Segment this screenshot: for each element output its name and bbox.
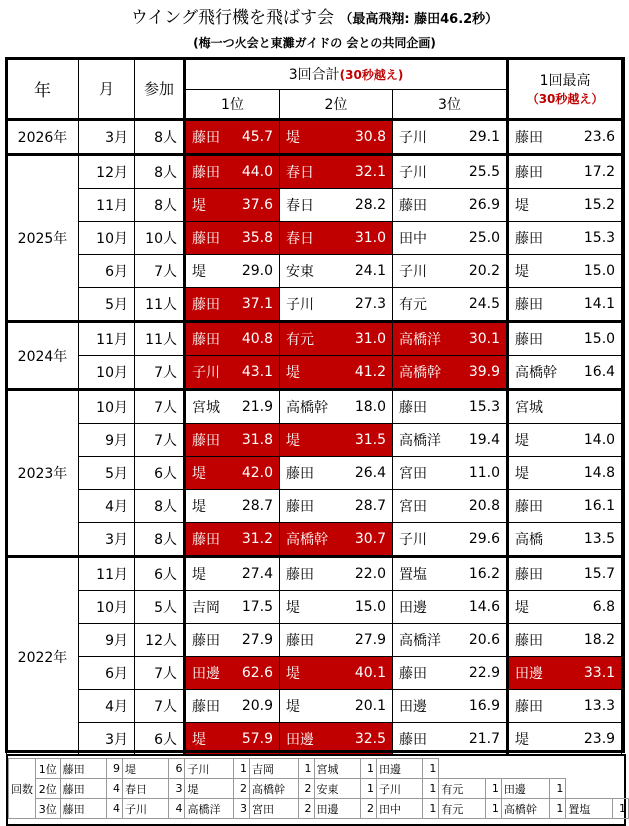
p1-name: 藤田	[185, 120, 235, 155]
best-score: 23.6	[573, 120, 622, 155]
month-cell: 12月	[79, 155, 135, 189]
p2-score: 41.2	[347, 356, 393, 390]
best-name: 藤田	[508, 690, 573, 723]
p2-name: 高橋幹	[280, 390, 347, 424]
p3-score: 14.6	[460, 591, 508, 624]
best-name: 藤田	[508, 557, 573, 591]
p2-score: 28.7	[347, 490, 393, 523]
p2-score: 27.3	[347, 288, 393, 322]
p1-name: 堤	[185, 490, 235, 523]
best-name: 藤田	[508, 624, 573, 657]
best-name: 堤	[508, 723, 573, 756]
p1-name: 藤田	[185, 222, 235, 255]
table-row	[7, 356, 622, 390]
counts-num: 1	[423, 759, 439, 779]
participants-cell: 12人	[135, 624, 185, 657]
best-name: 高橋幹	[508, 356, 573, 390]
title-text: ウイング飛行機を飛ばす会	[130, 8, 334, 28]
counts-num: 1	[233, 759, 249, 779]
table-row	[7, 591, 622, 624]
month-cell: 3月	[79, 523, 135, 557]
p1-score: 29.0	[235, 255, 280, 288]
p3-name: 宮田	[393, 457, 460, 490]
participants-cell: 7人	[135, 657, 185, 690]
p3-name: 子川	[393, 120, 460, 155]
p2-name: 藤田	[280, 457, 347, 490]
best-score: 17.2	[573, 155, 622, 189]
participants-cell: 7人	[135, 390, 185, 424]
title-note: （最高飛翔: 藤田46.2秒）	[339, 12, 499, 27]
counts-name: 宮田	[250, 799, 299, 819]
participants-cell: 11人	[135, 288, 185, 322]
p2-score: 40.1	[347, 657, 393, 690]
table-row	[7, 390, 622, 424]
p1-name: 堤	[185, 557, 235, 591]
counts-name: 春日	[123, 779, 169, 799]
p1-name: 堤	[185, 255, 235, 288]
participants-cell: 8人	[135, 523, 185, 557]
p2-score: 31.0	[347, 222, 393, 255]
month-cell: 10月	[79, 390, 135, 424]
year-cell: 2023年	[7, 390, 79, 557]
p1-name: 子川	[185, 356, 235, 390]
counts-num: 1	[360, 779, 376, 799]
counts-name: 田邊	[501, 779, 550, 799]
best-score: 14.0	[573, 424, 622, 457]
counts-num: 4	[169, 799, 185, 819]
counts-num: 1	[550, 779, 566, 799]
header-year: 年	[7, 59, 79, 120]
counts-row	[9, 779, 629, 799]
p2-score: 24.1	[347, 255, 393, 288]
year-cell: 2025年	[7, 155, 79, 322]
counts-name: 田邊	[376, 759, 422, 779]
counts-name: 有元	[439, 799, 485, 819]
table-row	[7, 523, 622, 557]
p3-score: 25.5	[460, 155, 508, 189]
p1-score: 45.7	[235, 120, 280, 155]
counts-num: 4	[107, 779, 123, 799]
best-name: 田邊	[508, 657, 573, 690]
participants-cell: 8人	[135, 155, 185, 189]
best-score: 33.1	[573, 657, 622, 690]
counts-num: 1	[360, 759, 376, 779]
p2-score: 22.0	[347, 557, 393, 591]
counts-name: 子川	[123, 799, 169, 819]
counts-num: 1	[612, 799, 628, 819]
table-row	[7, 155, 622, 189]
p2-name: 春日	[280, 155, 347, 189]
counts-name: 藤田	[60, 799, 106, 819]
best-score: 15.7	[573, 557, 622, 591]
counts-num: 2	[298, 799, 314, 819]
counts-num: 1	[485, 779, 501, 799]
participants-cell: 10人	[135, 222, 185, 255]
p3-score: 20.6	[460, 624, 508, 657]
p1-name: 藤田	[185, 690, 235, 723]
best-score	[573, 390, 622, 424]
p2-score: 31.5	[347, 424, 393, 457]
p3-score: 26.9	[460, 189, 508, 222]
counts-pos: 1位	[36, 759, 61, 779]
p3-name: 高橋洋	[393, 322, 460, 356]
p2-name: 子川	[280, 288, 347, 322]
table-row	[7, 690, 622, 723]
best-name: 藤田	[508, 288, 573, 322]
month-cell: 6月	[79, 657, 135, 690]
best-score: 23.9	[573, 723, 622, 756]
participants-cell: 8人	[135, 120, 185, 155]
table-row	[7, 424, 622, 457]
best-score: 15.0	[573, 322, 622, 356]
counts-name: 堤	[123, 759, 169, 779]
p3-name: 子川	[393, 155, 460, 189]
p1-score: 21.9	[235, 390, 280, 424]
table-row	[7, 288, 622, 322]
month-cell: 9月	[79, 624, 135, 657]
header-pos1: 1位	[185, 90, 280, 120]
p1-name: 藤田	[185, 322, 235, 356]
p3-name: 子川	[393, 523, 460, 557]
p1-name: 田邊	[185, 657, 235, 690]
p2-score: 32.5	[347, 723, 393, 756]
p3-name: 子川	[393, 255, 460, 288]
p1-score: 37.1	[235, 288, 280, 322]
p3-name: 田中	[393, 222, 460, 255]
best-score: 6.8	[573, 591, 622, 624]
counts-num: 1	[423, 779, 439, 799]
p1-score: 27.4	[235, 557, 280, 591]
p3-score: 30.1	[460, 322, 508, 356]
p3-score: 29.1	[460, 120, 508, 155]
p2-score: 30.7	[347, 523, 393, 557]
best-score: 16.1	[573, 490, 622, 523]
p2-name: 堤	[280, 356, 347, 390]
best-name: 藤田	[508, 222, 573, 255]
p3-name: 藤田	[393, 189, 460, 222]
p3-name: 宮田	[393, 490, 460, 523]
p2-name: 安東	[280, 255, 347, 288]
p3-name: 藤田	[393, 390, 460, 424]
counts-pos: 2位	[36, 779, 61, 799]
month-cell: 4月	[79, 490, 135, 523]
counts-name: 田邊	[314, 799, 360, 819]
p1-score: 43.1	[235, 356, 280, 390]
p2-score: 15.0	[347, 591, 393, 624]
p3-score: 25.0	[460, 222, 508, 255]
p1-name: 堤	[185, 723, 235, 756]
results-body	[7, 120, 622, 756]
p1-name: 藤田	[185, 155, 235, 189]
counts-num: 1	[423, 799, 439, 819]
p3-score: 16.2	[460, 557, 508, 591]
counts-name: 子川	[185, 759, 234, 779]
counts-num: 6	[169, 759, 185, 779]
p3-score: 15.3	[460, 390, 508, 424]
p3-score: 19.4	[460, 424, 508, 457]
header-pos3: 3位	[393, 90, 508, 120]
month-cell: 3月	[79, 723, 135, 756]
participants-cell: 6人	[135, 723, 185, 756]
participants-cell: 6人	[135, 457, 185, 490]
counts-num: 1	[298, 759, 314, 779]
participants-cell: 7人	[135, 356, 185, 390]
best-name: 藤田	[508, 120, 573, 155]
p1-score: 57.9	[235, 723, 280, 756]
p2-name: 藤田	[280, 557, 347, 591]
best-name: 堤	[508, 255, 573, 288]
header-best1	[508, 59, 622, 120]
counts-name: 高橋幹	[250, 779, 299, 799]
p1-score: 44.0	[235, 155, 280, 189]
p1-score: 35.8	[235, 222, 280, 255]
counts-num: 3	[233, 799, 249, 819]
p1-name: 藤田	[185, 624, 235, 657]
p2-score: 32.1	[347, 155, 393, 189]
p2-score: 26.4	[347, 457, 393, 490]
p3-score: 39.9	[460, 356, 508, 390]
month-cell: 9月	[79, 424, 135, 457]
p3-name: 有元	[393, 288, 460, 322]
p2-name: 有元	[280, 322, 347, 356]
p2-name: 堤	[280, 424, 347, 457]
counts-name: 藤田	[60, 779, 106, 799]
best-score: 15.2	[573, 189, 622, 222]
p1-name: 藤田	[185, 424, 235, 457]
best-name: 宮城	[508, 390, 573, 424]
header-total3-label: 3回合計	[288, 67, 340, 83]
p3-name: 藤田	[393, 657, 460, 690]
p2-score: 30.8	[347, 120, 393, 155]
table-row	[7, 624, 622, 657]
participants-cell: 8人	[135, 490, 185, 523]
p3-name: 田邊	[393, 591, 460, 624]
year-cell: 2022年	[7, 557, 79, 756]
best-score: 15.0	[573, 255, 622, 288]
month-cell: 11月	[79, 189, 135, 222]
header-pos2: 2位	[280, 90, 393, 120]
p2-score: 31.0	[347, 322, 393, 356]
counts-num: 1	[485, 799, 501, 819]
best-name: 堤	[508, 189, 573, 222]
p3-name: 置塩	[393, 557, 460, 591]
header-over30: (30秒越え)	[339, 68, 404, 82]
counts-name: 藤田	[60, 759, 106, 779]
p2-score: 27.9	[347, 624, 393, 657]
counts-name: 高橋洋	[185, 799, 234, 819]
month-cell: 4月	[79, 690, 135, 723]
p1-score: 31.8	[235, 424, 280, 457]
p2-name: 田邊	[280, 723, 347, 756]
year-cell: 2026年	[7, 120, 79, 155]
counts-label: 回数	[9, 759, 36, 819]
table-row	[7, 557, 622, 591]
p2-name: 堤	[280, 120, 347, 155]
table-row	[7, 457, 622, 490]
best-score: 16.4	[573, 356, 622, 390]
table-row	[7, 723, 622, 756]
page-subtitle: (梅一つ火会と東灘ガイドの 会との共同企画)	[193, 36, 436, 50]
counts-name: 宮城	[314, 759, 360, 779]
year-cell: 2024年	[7, 322, 79, 390]
best-name: 堤	[508, 424, 573, 457]
best-score: 14.8	[573, 457, 622, 490]
p1-score: 62.6	[235, 657, 280, 690]
header-total3	[185, 59, 508, 90]
p1-score: 28.7	[235, 490, 280, 523]
table-row	[7, 222, 622, 255]
counts-row	[9, 799, 629, 819]
p3-score: 21.7	[460, 723, 508, 756]
best-score: 15.3	[573, 222, 622, 255]
best-name: 藤田	[508, 490, 573, 523]
month-cell: 11月	[79, 322, 135, 356]
p1-score: 17.5	[235, 591, 280, 624]
counts-name: 吉岡	[250, 759, 299, 779]
counts-row	[9, 759, 629, 779]
p3-name: 藤田	[393, 723, 460, 756]
p3-name: 高橋洋	[393, 424, 460, 457]
counts-name: 有元	[439, 779, 485, 799]
participants-cell: 7人	[135, 424, 185, 457]
participants-cell: 11人	[135, 322, 185, 356]
header-participants: 参加	[135, 59, 185, 120]
participants-cell: 8人	[135, 189, 185, 222]
best-score: 14.1	[573, 288, 622, 322]
best-score: 13.5	[573, 523, 622, 557]
month-cell: 5月	[79, 457, 135, 490]
counts-num: 2	[298, 779, 314, 799]
participants-cell: 6人	[135, 557, 185, 591]
table-row	[7, 120, 622, 155]
p3-score: 22.9	[460, 657, 508, 690]
best-name: 堤	[508, 457, 573, 490]
p1-name: 吉岡	[185, 591, 235, 624]
counts-name: 高橋幹	[501, 799, 550, 819]
page-title	[0, 3, 629, 28]
p3-name: 高橋幹	[393, 356, 460, 390]
month-cell: 11月	[79, 557, 135, 591]
participants-cell: 7人	[135, 690, 185, 723]
header-best1-note: （30秒越え）	[526, 92, 604, 106]
counts-name: 置塩	[566, 799, 612, 819]
table-row	[7, 322, 622, 356]
counts-table	[8, 758, 629, 819]
p2-name: 高橋幹	[280, 523, 347, 557]
best-name: 高橋	[508, 523, 573, 557]
table-row	[7, 255, 622, 288]
participants-cell: 7人	[135, 255, 185, 288]
best-name: 藤田	[508, 155, 573, 189]
p2-name: 堤	[280, 690, 347, 723]
month-cell: 6月	[79, 255, 135, 288]
p1-score: 27.9	[235, 624, 280, 657]
p3-score: 11.0	[460, 457, 508, 490]
counts-name: 安東	[314, 779, 360, 799]
p1-name: 藤田	[185, 288, 235, 322]
participants-cell: 5人	[135, 591, 185, 624]
p2-name: 堤	[280, 657, 347, 690]
p2-name: 堤	[280, 591, 347, 624]
counts-num: 3	[169, 779, 185, 799]
p2-name: 春日	[280, 222, 347, 255]
month-cell: 5月	[79, 288, 135, 322]
p3-score: 24.5	[460, 288, 508, 322]
month-cell: 3月	[79, 120, 135, 155]
p1-score: 42.0	[235, 457, 280, 490]
p2-name: 春日	[280, 189, 347, 222]
p1-score: 37.6	[235, 189, 280, 222]
table-row	[7, 189, 622, 222]
p2-score: 20.1	[347, 690, 393, 723]
p3-score: 20.2	[460, 255, 508, 288]
counts-num: 9	[107, 759, 123, 779]
counts-num: 1	[550, 799, 566, 819]
best-name: 藤田	[508, 322, 573, 356]
header-best1-label: 1回最高	[539, 73, 591, 89]
month-cell: 10月	[79, 356, 135, 390]
month-cell: 10月	[79, 222, 135, 255]
p2-score: 18.0	[347, 390, 393, 424]
counts-num: 2	[360, 799, 376, 819]
p1-name: 宮城	[185, 390, 235, 424]
p1-score: 20.9	[235, 690, 280, 723]
best-name: 堤	[508, 591, 573, 624]
p2-name: 藤田	[280, 624, 347, 657]
p2-name: 藤田	[280, 490, 347, 523]
best-score: 18.2	[573, 624, 622, 657]
table-row	[7, 657, 622, 690]
counts-num: 2	[233, 779, 249, 799]
counts-name: 田中	[376, 799, 422, 819]
counts-num: 4	[107, 799, 123, 819]
results-table	[6, 58, 622, 756]
counts-pos: 3位	[36, 799, 61, 819]
p3-score: 20.8	[460, 490, 508, 523]
header-month: 月	[79, 59, 135, 120]
counts-name: 堤	[185, 779, 234, 799]
p2-score: 28.2	[347, 189, 393, 222]
p3-score: 29.6	[460, 523, 508, 557]
p3-name: 高橋洋	[393, 624, 460, 657]
best-score: 13.3	[573, 690, 622, 723]
p3-score: 16.9	[460, 690, 508, 723]
table-row	[7, 490, 622, 523]
counts-name: 子川	[376, 779, 422, 799]
p3-name: 田邊	[393, 690, 460, 723]
p1-score: 31.2	[235, 523, 280, 557]
p1-score: 40.8	[235, 322, 280, 356]
month-cell: 10月	[79, 591, 135, 624]
p1-name: 堤	[185, 457, 235, 490]
p1-name: 藤田	[185, 523, 235, 557]
p1-name: 堤	[185, 189, 235, 222]
